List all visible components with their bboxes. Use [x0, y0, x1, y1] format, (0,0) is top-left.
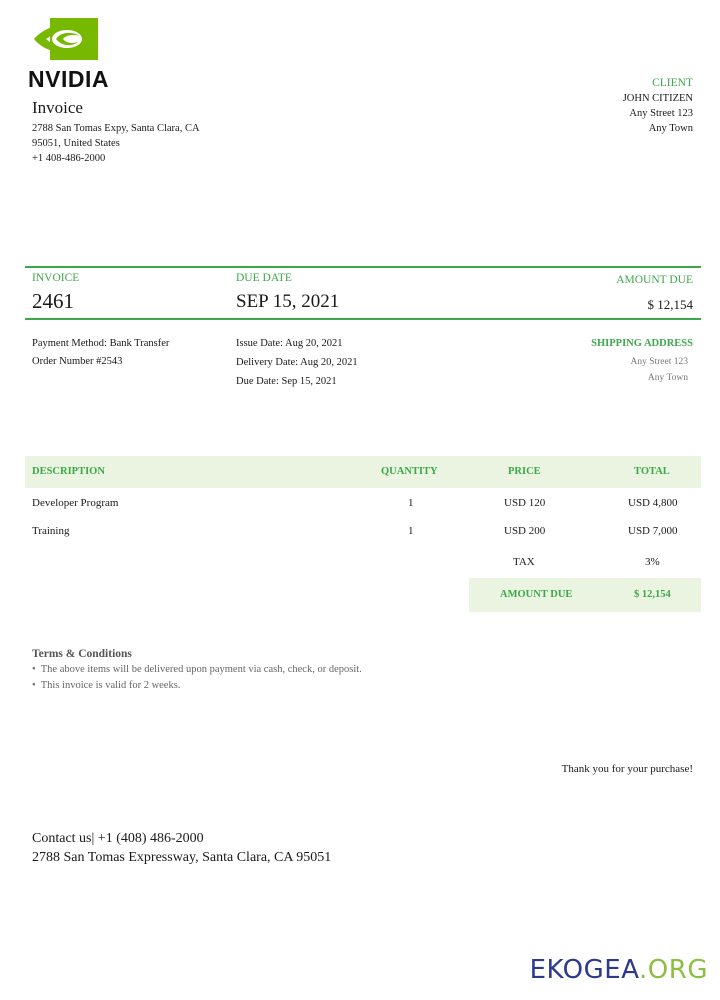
due-date-value: SEP 15, 2021	[236, 291, 340, 312]
column-header-price: PRICE	[508, 466, 541, 477]
terms-title: Terms & Conditions	[32, 648, 132, 660]
summary-bottom-divider	[25, 318, 701, 320]
details-due-date: Due Date: Sep 15, 2021	[236, 376, 337, 387]
column-header-description: DESCRIPTION	[32, 466, 105, 477]
item-price: USD 120	[504, 497, 546, 509]
column-header-quantity: QUANTITY	[381, 466, 438, 477]
client-town: Any Town	[648, 123, 693, 134]
table-amount-due-value: $ 12,154	[634, 589, 671, 600]
item-total: USD 4,800	[628, 497, 678, 509]
logo-wordmark: NVIDIA	[28, 66, 109, 92]
items-table-header	[25, 456, 701, 488]
nvidia-eye-logo-icon	[34, 18, 98, 60]
watermark-logo: EKOGEA.ORG	[529, 955, 708, 985]
company-address-line2: 95051, United States	[32, 138, 120, 149]
list-item: • This invoice is valid for 2 weeks.	[32, 680, 181, 691]
amount-due-label: AMOUNT DUE	[616, 274, 693, 286]
client-name: JOHN CITIZEN	[622, 93, 693, 104]
column-header-total: TOTAL	[634, 466, 670, 477]
contact-phone-line: Contact us| +1 (408) 486-2000	[32, 831, 204, 846]
amount-due-total-box	[469, 578, 701, 612]
shipping-address-label: SHIPPING ADDRESS	[591, 338, 693, 349]
contact-address-line: 2788 San Tomas Expressway, Santa Clara, CA 95051	[32, 850, 332, 865]
client-block	[623, 76, 693, 136]
client-label: CLIENT	[652, 77, 693, 89]
thank-you-message: Thank you for your purchase!	[561, 763, 693, 775]
invoice-label: INVOICE	[32, 272, 80, 284]
bullet-icon: •	[32, 664, 41, 675]
table-amount-due-label: AMOUNT DUE	[500, 589, 573, 600]
item-description: Training	[32, 525, 70, 537]
company-address-line1: 2788 San Tomas Expy, Santa Clara, CA	[32, 123, 200, 134]
payment-method: Payment Method: Bank Transfer	[32, 338, 170, 349]
order-number: Order Number #2543	[32, 356, 123, 367]
amount-due-value: $ 12,154	[647, 297, 693, 312]
item-total: USD 7,000	[628, 525, 678, 537]
due-date-label: DUE DATE	[236, 272, 292, 284]
shipping-street: Any Street 123	[630, 357, 688, 367]
shipping-town: Any Town	[647, 373, 688, 383]
terms-and-conditions	[32, 646, 362, 694]
bullet-icon: •	[32, 680, 41, 691]
client-street: Any Street 123	[629, 108, 693, 119]
item-price: USD 200	[504, 525, 546, 537]
list-item: • The above items will be delivered upon payment via cash, check, or deposit.	[32, 664, 362, 675]
company-address	[32, 121, 252, 166]
company-logo	[28, 18, 120, 90]
item-quantity: 1	[408, 525, 414, 537]
item-quantity: 1	[408, 497, 414, 509]
contact-footer	[32, 829, 331, 867]
company-phone: +1 408-486-2000	[32, 153, 106, 164]
tax-value: 3%	[645, 556, 660, 568]
invoice-number: 2461	[32, 289, 74, 313]
issue-date: Issue Date: Aug 20, 2021	[236, 338, 343, 349]
delivery-date: Delivery Date: Aug 20, 2021	[236, 357, 358, 368]
summary-top-divider	[25, 266, 701, 268]
tax-label: TAX	[513, 556, 535, 568]
document-title: Invoice	[32, 98, 83, 117]
item-description: Developer Program	[32, 497, 119, 509]
